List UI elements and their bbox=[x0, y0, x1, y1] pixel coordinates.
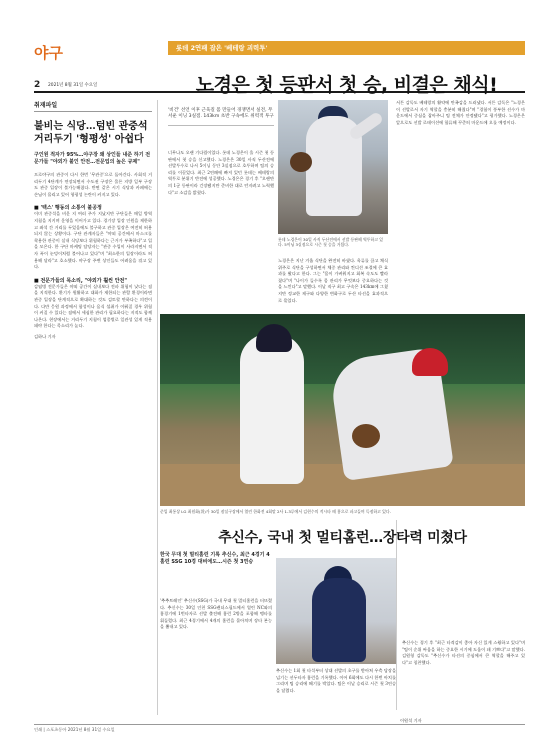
column-intro: 프로야구의 관중이 다시 한번 '무관중'으로 돌아간다. 사회적 거리두기 4단계가 연장되면서 수도권 구장은 물론 지방 일부 구장도 관중 입장이 불가능해졌다. 반면 같은 시기 식당과 카페에는 손님이 몰리고 있어 형평성 논란이 커지고 있다. bbox=[34, 172, 152, 197]
column-divider bbox=[157, 100, 158, 715]
glove-shape bbox=[290, 152, 312, 172]
runner-shape bbox=[240, 334, 304, 484]
top-story-col-1: 너무나도 오랜 기다림이었다. 롯데 노경은이 올 시즌 첫 등판에서 첫 승을 신고했다. 노경은은 30일 사직 두산전에 선발투수로 나서 5이닝 동안 3실점으로 호투하며 팀의 승리를 이끌었다. 최근 2연패에 빠져 있던 롯데는 베테랑의 역투로 분위기 반전에 성공했다. 노경은은 경기 후 "오랜만의 1군 등판이라 긴장됐지만 준비한 대로 던지려고 노력했다"고 소감을 밝혔다. bbox=[168, 150, 274, 195]
section-title: 야구 bbox=[34, 44, 63, 62]
batter-photo bbox=[276, 558, 396, 664]
top-story-col-3: 서튼 감독도 베테랑의 활약에 만족감을 드러냈다. 서튼 감독은 "노경은이 선발로서 자기 역할을 충분히 해줬다"며 "경험이 풍부한 선수가 마운드에서 중심을 잡아주니 팀 전체가 안정됐다"고 평가했다. 노경은은 앞으로도 선발 로테이션에 합류해 꾸준히 마운드에 오를 예정이다. bbox=[396, 100, 525, 125]
column-body-2: 감염병 전문가들은 야외 공간이 실내보다 전파 위험이 낮다는 점을 지적한다. 환기가 원활하고 대화가 제한되는 관람 환경이라면 관중 입장을 단계적으로 확대하는 것도 검토할 만하다는 의견이다. 다만 응원 과정에서 함성이나 음식 섭취가 이뤄질 경우 위험이 커질 수 있다는 점에서 세심한 관리가 필요하다는 지적도 함께 나온다. 현장에서는 거리두기 지침이 업종별로 일관성 있게 적용돼야 한다는 목소리가 높다. bbox=[34, 283, 152, 329]
sidebar-byline: 이원석 기자 bbox=[400, 718, 422, 723]
column-subhead-2: ■ 전문가들의 목소리, "야외가 훨씬 안전" bbox=[34, 277, 127, 284]
catcher-helmet bbox=[412, 348, 448, 376]
column-subheadline: 구인원 적자가 95%…야구장 왜 상인들 내준 하기 전문가들 "야외가 불인 안전…전문업의 높은 규제" bbox=[34, 152, 151, 165]
second-headline: 추신수, 국내 첫 멀티홈런…장타력 미쳤다 bbox=[218, 530, 467, 546]
arm-shape bbox=[348, 111, 384, 141]
left-column bbox=[34, 100, 152, 340]
sidebar-divider bbox=[396, 520, 397, 710]
page-number: 2 bbox=[34, 80, 41, 90]
column-label: 취재파일 bbox=[34, 100, 152, 112]
catcher-mitt bbox=[352, 424, 380, 448]
column-byline: 김하나 기자 bbox=[34, 333, 56, 339]
main-photo-caption: 준입 최통상 LG 최원화(위)가 30일 잠실구장에서 열린 한화전 4회말 2사 1-3루에서 김현수의 적시타 때 홈으로 파고들며 득점하고 있다. bbox=[160, 509, 391, 514]
batter-uniform bbox=[312, 578, 366, 662]
issue-date: 2021년 8월 31일 수요일 bbox=[48, 83, 98, 88]
second-story-col-1: '추추트레인' 추신수(SSG)가 국내 무대 첫 멀티홈런을 터뜨렸다. 추신수는 30일 인천 SSG랜더스필드에서 열린 NC와의 홈경기에 1번타자로 선발 출전해 홈런 2방을 포함해 맹타를 휘둘렀다. 최근 4경기에서 4개의 홈런을 몰아치며 장타 본능을 뽐내고 있다. bbox=[160, 598, 272, 630]
column-subhead-1: ■ '텍스' 행동의 소통이 불공정 bbox=[34, 205, 102, 212]
page-footer: 인쇄 | 스포츠동아 2021년 8월 31일 수요일 bbox=[34, 724, 525, 733]
main-headline: 노경은 첫 등판서 첫 승, 비결은 채식! bbox=[195, 74, 498, 96]
pitcher-photo-caption: 롯데 노경은이 30일 사직 두산전에서 선발 등판해 역투하고 있다. 5이닝 3실점으로 시즌 첫 승을 거뒀다. bbox=[278, 237, 384, 248]
second-lead: 한국 무대 첫 멀티홈런 기록 추신수, 최근 4경기 4홈런 SSG 10경 대비에도…시즌 첫 3연승 bbox=[160, 552, 270, 565]
column-body-1: 이미 관중석을 비운 지 여러 주가 지났지만 구단들은 매일 방역 지침을 지키며 운영을 이어가고 있다. 경기장 입장 인원을 제한하고 좌석 간 거리를 두었음에도 불구하고 관중 입장은 여전히 허용되지 않는 상황이다. 구단 관계자들은 "야외 공간에서 마스크를 착용한 관중이 실내 식당보다 위험하다는 근거가 부족하다"고 입을 모은다. 한 구단 마케팅 담당자는 "관중 수입이 사라지면서 적자 폭이 눈덩이처럼 불어나고 있다"며 "최소한의 입장이라도 허용해 달라"고 호소했다. 야구장 주변 상인들도 어려움을 겪고 있다. bbox=[34, 211, 152, 270]
top-story-col-2: 노경은은 지난 겨울 식단을 완전히 바꿨다. 육류를 끊고 채식 위주로 식단을 구성하면서 체중 관리와 컨디션 조절에 큰 효과를 봤다고 한다. 그는 "몸이 가벼워지고 회복 속도도 빨라졌다"며 "나이가 들수록 몸 관리가 무엇보다 중요하다는 것을 느낀다"고 말했다. 이날 직구 최고 구속은 143km에 그쳤지만 정교한 제구와 다양한 변화구로 두산 타선을 효과적으로 묶었다. bbox=[278, 258, 388, 303]
second-story-col-2: 추신수는 1회 첫 타석부터 상대 선발의 초구를 받아쳐 우측 담장을 넘기는 선두타자 홈런을 기록했다. 이어 6회에도 다시 한번 아치를 그리며 팀 승리에 쐐기를 박았다. 팀은 이날 승리로 시즌 첫 3연승을 달렸다. bbox=[276, 668, 396, 693]
column-headline: 불비는 식당…텀빈 관중석 거리두기 '형평성' 아쉽다 bbox=[34, 121, 148, 145]
second-story-col-3: 추신수는 경기 후 "최근 타격감이 좋아 자신 있게 스윙하고 있다"며 "팀이 순위 싸움을 하는 중요한 시기에 도움이 돼 기쁘다"고 말했다. 김원형 감독도 "추신수가 타선의 중심에서 큰 역할을 해주고 있다"고 칭찬했다. bbox=[402, 640, 525, 665]
main-photo bbox=[160, 314, 525, 506]
kicker-banner: 롯데 2연패 잡은 '베테랑 괴력투' bbox=[168, 41, 525, 55]
top-story-lead: '비건' 선언 이후 근육질 몸 만들어 경쟁면서 실전, 무서운 이닝 3실점. 143km 초반 구속에도 위력적 투구 bbox=[168, 108, 274, 126]
pitcher-photo bbox=[278, 100, 388, 234]
runner-helmet bbox=[256, 324, 292, 352]
